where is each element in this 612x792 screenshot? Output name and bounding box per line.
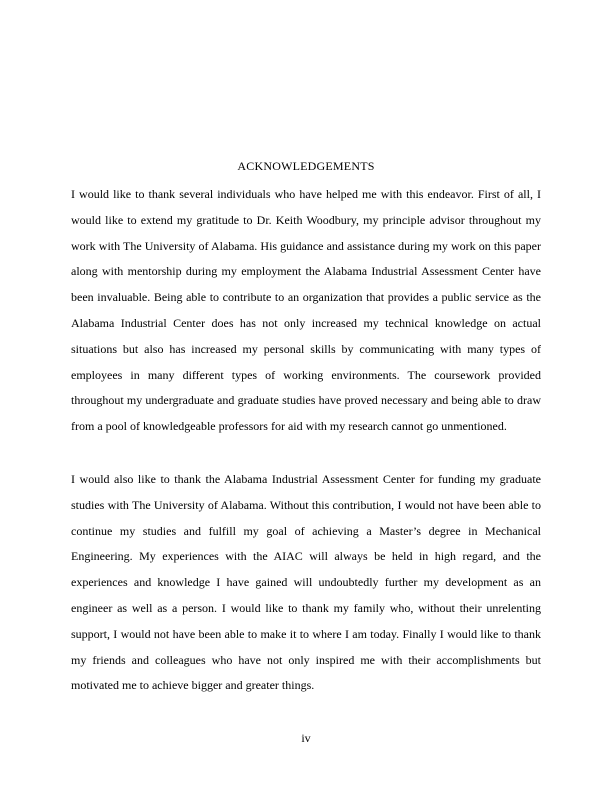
acknowledgement-paragraph-2: I would also like to thank the Alabama Industrial Assessment Center for funding my graduate studies with The University of Alabama. Without this contribution, I would not have been able to continue my studies and fulfill my goal of achieving a Master’s degree in Mechanical Engineering. My experiences with the AIAC will always be held in high regard, and the experiences and knowledge I have gained will undoubtedly further my development as an engineer as well as a person. I would like to thank my family who, without their unrelenting support, I would not have been able to make it to where I am today. Finally I would like to thank my friends and colleagues who have not only inspired me with their accomplishments but motivated me to achieve bigger and greater things.	[71, 472, 541, 693]
page-title: ACKNOWLEDGEMENTS	[237, 159, 375, 173]
page-number: iv	[301, 731, 311, 745]
acknowledgement-paragraph-1: I would like to thank several individuals who have helped me with this endeavor. First of all, I would like to extend my gratitude to Dr. Keith Woodbury, my principle advisor throughout my work with The University of Alabama. His guidance and assistance during my work on this paper along with mentorship during my employment the Alabama Industrial Assessment Center have been invaluable. Being able to contribute to an organization that provides a public service as the Alabama Industrial Center does has not only increased my technical knowledge on actual situations but also has increased my personal skills by communicating with many types of employees in many different types of working environments. The coursework provided throughout my undergraduate and graduate studies have proved necessary and being able to draw from a pool of knowledgeable professors for aid with my research cannot go unmentioned.	[71, 187, 541, 434]
